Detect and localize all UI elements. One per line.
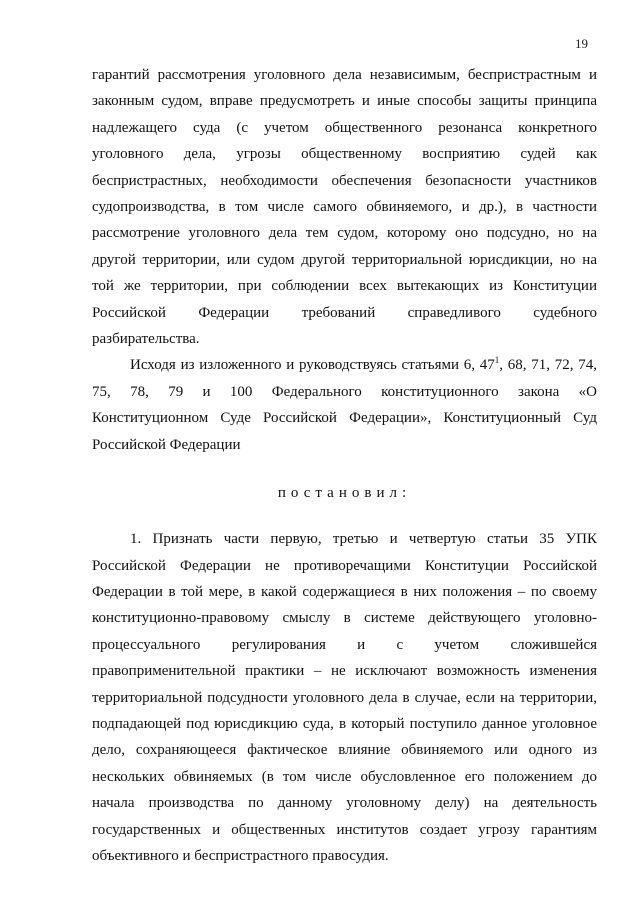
section-heading: постановил: <box>277 485 412 502</box>
superscript: 1 <box>494 355 500 366</box>
page-number: 19 <box>575 36 588 51</box>
text-line: государственных и общественных институтов создает угрозу гарантиям <box>92 821 597 838</box>
text-line: правоприменительной практики – не исключают возможность изменения <box>92 663 597 680</box>
text-line: объективного и беспристрастного правосудия. <box>92 847 389 864</box>
text-line: Федерации в той мере, в какой содержащиеся в них положения – по своему <box>92 583 597 600</box>
text-line: беспристрастных, необходимости обеспечения безопасности участников <box>92 172 597 189</box>
text-line: конституционно-правовому смыслу в системе действующего уголовно- <box>92 610 597 627</box>
text-line: рассмотрение уголовного дела тем судом, которому оно подсудно, но на <box>92 225 597 242</box>
text-line: подпадающей под юрисдикцию суда, в который поступило данное уголовное <box>92 715 597 732</box>
document-body <box>92 62 597 869</box>
text-span: Исходя из изложенного и руководствуясь статьями 6, 47 <box>130 357 495 374</box>
paragraph-1 <box>92 62 597 352</box>
text-line: уголовного дела, угрозы общественному восприятию судей как <box>92 146 597 163</box>
text-line: дело, сохраняющееся фактическое влияние обвиняемого или одного из <box>92 742 597 759</box>
text-line: Российской Федерации требований справедливого судебного <box>92 304 597 321</box>
text-line <box>92 352 597 378</box>
text-line: судопроизводства, в том числе самого обвиняемого, и др.), в частности <box>92 199 597 216</box>
text-line: 1. Признать части первую, третью и четвертую статьи 35 УПК <box>130 531 597 548</box>
text-line: нескольких обвиняемых (в том числе обусловленное его положением до <box>92 768 597 785</box>
text-span: , 68, 71, 72, 74, <box>499 357 598 374</box>
text-line: процессуального регулирования и с учетом сложившейся <box>92 636 597 653</box>
text-line: той же территории, при соблюдении всех вытекающих из Конституции <box>92 278 597 295</box>
paragraph-3 <box>92 526 597 869</box>
text-line: гарантий рассмотрения уголовного дела независимым, беспристрастным и <box>92 67 597 83</box>
paragraph-2 <box>92 352 597 458</box>
text-line: территориальной подсудности уголовного дела в случае, если на территории, <box>92 689 597 706</box>
text-line: надлежащего суда (с учетом общественного резонанса конкретного <box>92 119 597 136</box>
text-line: Российской Федерации не противоречащими Конституции Российской <box>92 557 597 574</box>
text-line: Конституционном Суде Российской Федерации», Конституционный Суд <box>92 410 597 427</box>
text-line: 75, 78, 79 и 100 Федерального конституционного закона «О <box>92 383 597 400</box>
text-line: законным судом, вправе предусмотреть и иные способы защиты принципа <box>92 93 597 110</box>
text-line: начала производства по данному уголовному делу) на деятельность <box>92 795 597 812</box>
text-line: другой территории, или судом другой территориальной юрисдикции, но на <box>92 251 597 268</box>
text-line: разбирательства. <box>92 331 200 348</box>
text-line: Российской Федерации <box>92 436 241 453</box>
